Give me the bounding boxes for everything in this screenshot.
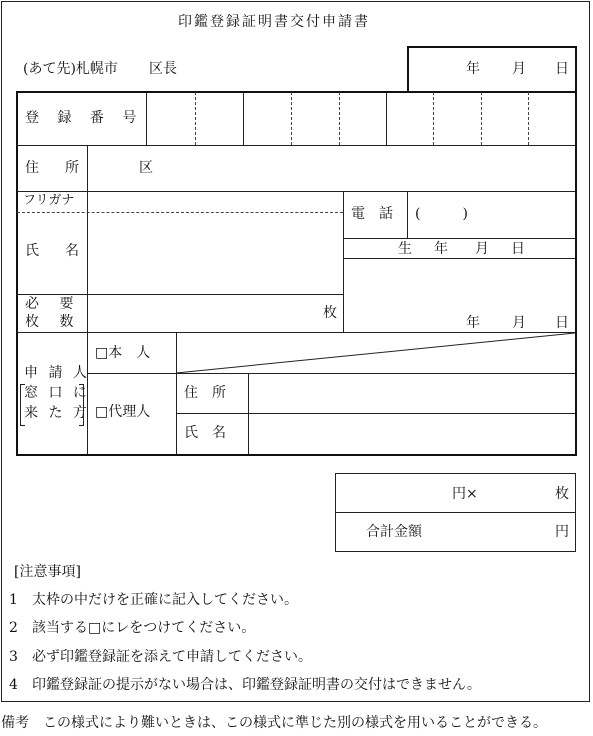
birth-month-label: 月: [475, 241, 489, 257]
name-label: 氏名: [25, 243, 105, 259]
main-box-bottom: [16, 454, 577, 456]
note-text: 太枠の中だけを正確に記入してください。: [32, 592, 298, 608]
note-text: 必ず印鑑登録証を添えて申請してください。: [32, 649, 312, 665]
proxy-checkbox-option[interactable]: □代理人: [95, 404, 151, 420]
digit-divider: [195, 92, 196, 145]
note-text: 該当する□にレをつけてください。: [32, 620, 256, 636]
phone-parens: ( ): [415, 206, 482, 222]
digit-divider: [291, 92, 292, 145]
digit-divider: [433, 92, 434, 145]
note-number: 1: [9, 592, 18, 608]
left-bracket: [20, 384, 25, 426]
furigana-divider: [17, 212, 343, 213]
applicant-line2: 窓 口 に: [24, 385, 90, 401]
date-day-label: 日: [555, 61, 569, 77]
birth-day-label: 日: [511, 241, 525, 257]
remark-text: 備考 この様式により難いときは、この様式に準じた別の様式を用いることができる。: [1, 715, 547, 731]
copies-month: 月: [512, 315, 526, 331]
applicant-line1: 申 請 人: [24, 365, 90, 381]
copies-label-2: 枚 数: [25, 314, 82, 330]
diagonal-strike: [176, 333, 575, 373]
registration-divider: [146, 92, 147, 145]
label-column-divider: [87, 146, 88, 332]
proxy-row-divider: [177, 413, 575, 414]
birth-year-label: 生 年: [398, 241, 452, 257]
digit-divider: [386, 92, 387, 145]
addressee-label: (あて先)札幌市: [23, 61, 118, 77]
row-divider: [17, 145, 575, 146]
digit-divider: [243, 92, 244, 145]
phone-label: 電話: [351, 206, 407, 222]
date-box-top-border: [407, 46, 576, 48]
phone-value-divider: [407, 192, 408, 238]
note-number: 2: [9, 620, 18, 636]
ward-chief-label: 区長: [149, 61, 177, 77]
proxy-name-label: 氏 名: [184, 425, 226, 441]
self-row-divider: [88, 373, 575, 374]
copies-year: 年: [466, 315, 480, 331]
notes-heading: [注意事項]: [14, 564, 81, 580]
proxy-address-label: 住 所: [184, 385, 226, 401]
address-label: 住所: [25, 160, 105, 176]
note-text: 印鑑登録証の提示がない場合は、印鑑登録証明書の交付はできません。: [32, 677, 481, 693]
fee-total-label: 合計金額: [366, 524, 422, 540]
main-box-top: [16, 91, 577, 93]
copies-label-1: 必 要: [25, 296, 82, 312]
fee-unit-price: 円×: [452, 486, 478, 502]
self-checkbox-option[interactable]: □本 人: [95, 345, 151, 361]
date-month-label: 月: [512, 61, 526, 77]
form-title: 印鑑登録証明書交付申請書: [178, 14, 370, 30]
birth-bottom-divider: [344, 258, 575, 259]
digit-divider: [481, 92, 482, 145]
proxy-label-divider: [248, 374, 249, 454]
date-box-right-border: [575, 46, 577, 91]
main-box-right: [575, 91, 577, 455]
date-box-left-border: [407, 46, 409, 91]
digit-divider: [528, 92, 529, 145]
address-ward-label: 区: [139, 160, 153, 176]
note-number: 3: [9, 649, 18, 665]
right-bracket: [79, 384, 84, 426]
date-year-label: 年: [466, 61, 480, 77]
registration-number-label: 登 録 番 号: [25, 110, 144, 126]
note-number: 4: [9, 677, 18, 693]
digit-divider: [339, 92, 340, 145]
row-divider: [17, 294, 343, 295]
phone-column-divider: [343, 192, 344, 332]
copies-day: 日: [555, 315, 569, 331]
fee-count-unit: 枚: [555, 486, 569, 502]
phone-bottom-divider: [344, 238, 575, 239]
row-divider: [17, 191, 575, 192]
fee-divider: [336, 512, 575, 513]
fee-total-yen: 円: [555, 524, 569, 540]
copies-unit: 枚: [323, 305, 337, 321]
applicant-line3: 来 た 方: [24, 405, 90, 421]
furigana-label: フリガナ: [23, 193, 75, 208]
